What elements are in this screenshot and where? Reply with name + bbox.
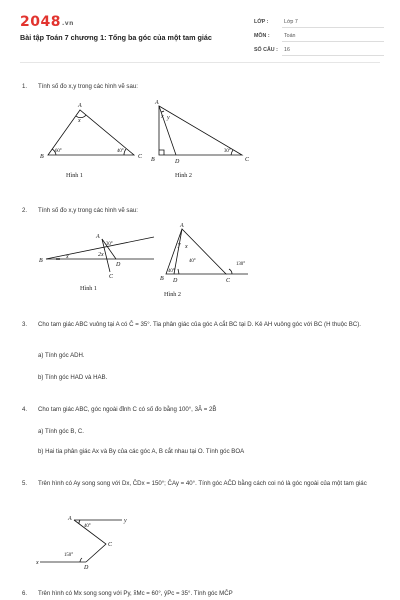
header-divider [20,62,380,63]
point-label: A [78,103,82,109]
variable-label: y [178,242,181,248]
question-4-part-b: b) Hai tia phân giác Ax và By của các góc A, B cắt nhau tại O. Tính góc BOA [38,448,245,455]
q5-figure [36,512,146,570]
point-label: A [155,100,159,106]
angle-label: 60° [55,149,62,154]
point-label: y [124,518,127,524]
point-label: D [173,278,178,284]
q1-figures [36,98,266,170]
angle-label: 30° [106,242,113,247]
point-label: C [108,542,113,548]
q2-figures [36,222,276,292]
angle-label: 40° [168,269,175,274]
question-3-part-b: b) Tính góc HAD và HAB. [38,374,108,381]
point-label: B [39,258,43,264]
variable-label: x [161,114,164,120]
angle-label: 40° [189,259,196,264]
point-label: A [180,223,184,229]
point-label: C [226,278,231,284]
q2-caption-2: Hình 2 [164,291,182,298]
q5-figure-lines [40,520,122,562]
point-label: D [175,159,180,165]
point-label: B [160,276,164,282]
q2-figure-1-labels [39,234,121,280]
point-label: C [138,154,143,160]
point-label: x [36,560,39,566]
point-label: A [96,234,100,240]
angle-label: 150° [64,553,74,558]
q1-caption-2: Hình 2 [175,172,193,179]
variable-label: x [78,118,81,124]
variable-label: 2x [98,252,104,258]
angle-label: 40° [84,524,91,529]
question-4-part-a: a) Tính góc B, C. [38,428,84,435]
angle-label: 40° [117,149,124,154]
q1-figure-2 [159,106,242,155]
document-title: Bài tập Toán 7 chương 1: Tổng ba góc của một tam giác [20,33,212,42]
worksheet-page: 2048.vn Bài tập Toán 7 chương 1: Tổng ba góc của một tam giác LỚP : Lớp 7 MÔN : Toán SỐ CÂU : 16 1. Tính số đo x,y trong các hình vẽ sau: A B C 60° 40° x A B C D 30° x y Hình 1 Hình 2 2. Tính số đo x,y trong các hình vẽ sau: A B C D 30° x 2x A B C D 40° 40° 130° x y Hình 1 Hình 2 3. Cho tam giác ABC vuông tại A có Ĉ = 35°. Tia phân giác của góc A cắt BC tại D. Kẻ AH vuông góc với BC (H thuộc BC). a) Tính góc ADH. b) Tính góc HAD và HAB. 4. Cho tam giác ABC, góc ngoài đỉnh C có số đo bằng 100°, 3Â = 2B̂ a) Tính góc B, C. b) Hai tia phân giác Ax và By của các góc A, B cắt nhau tại O. Tính góc BOA 5. Trên hình có Ay song song với Dx, ĈDx = 150°; ĈAy = 40°. Tính góc AĈD bằng cách coi nó là góc ngoài của một tam giác A C D x y 40° 150° 6. Trên hình có Mx song song với Py, x̂Mc = 60°, ŷPc = 35°. Tính góc MĈP [0,0,400,600]
question-3-part-a: a) Tính góc ADH. [38,352,85,359]
point-label: D [116,262,121,268]
point-label: C [109,274,114,280]
q2-figure-2 [166,229,248,274]
q1-caption-1: Hình 1 [66,172,84,179]
point-label: B [151,157,155,163]
variable-label: y [167,115,170,121]
variable-label: x [66,254,69,260]
q1-figure-1-labels [40,103,143,160]
point-label: D [84,565,89,570]
angle-label: 30° [224,149,231,154]
point-label: A [68,516,72,522]
q2-figure-2-labels [160,223,245,284]
point-label: B [40,154,44,160]
q2-caption-1: Hình 1 [80,285,98,292]
point-label: C [245,157,250,163]
site-logo[interactable]: 2048.vn [20,14,74,30]
variable-label: x [185,244,188,250]
angle-label: 130° [236,262,246,267]
